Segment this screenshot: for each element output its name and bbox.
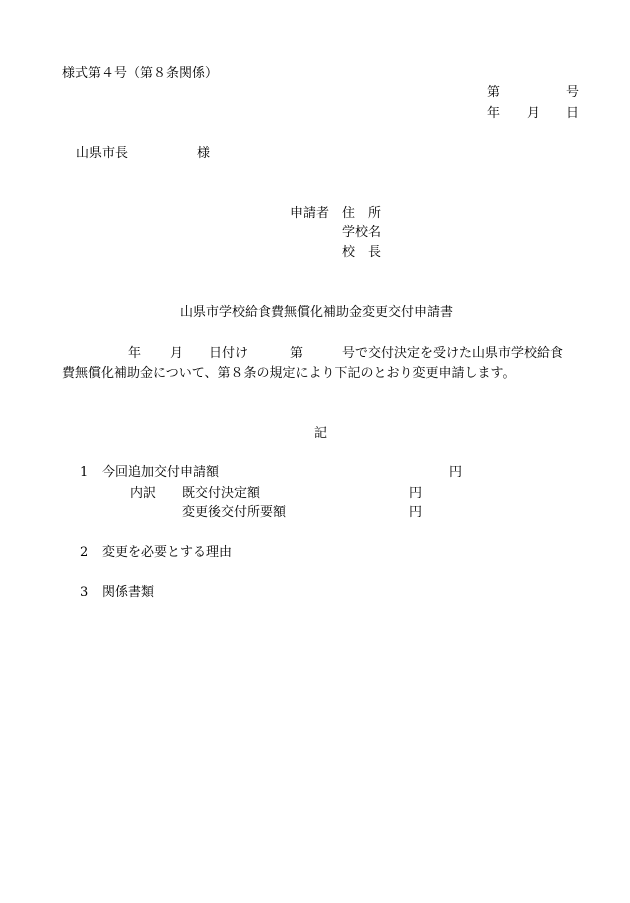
item1-sub1-label: 既交付決定額 xyxy=(182,486,261,501)
body-month: 月 xyxy=(170,346,184,361)
item2-label: 変更を必要とする理由 xyxy=(102,545,233,560)
body-line1-rest: 号で交付決定を受けた山県市学校給食 xyxy=(342,346,564,361)
form-label: 様式第４号（第８条関係） xyxy=(62,66,219,81)
ki-heading: 記 xyxy=(314,426,328,441)
doc-number-prefix: 第 xyxy=(487,85,501,100)
doc-date-year: 年 xyxy=(487,106,501,121)
body-dated: 日付け xyxy=(209,346,249,361)
body-number-prefix: 第 xyxy=(290,346,304,361)
applicant-label: 申請者 xyxy=(290,206,330,221)
addressee-name: 山県市長 xyxy=(76,146,129,161)
body-year: 年 xyxy=(128,346,142,361)
item1-sub1-yen: 円 xyxy=(409,486,423,501)
item1-sub2-label: 変更後交付所要額 xyxy=(182,505,287,520)
item2-number: 2 xyxy=(80,545,89,560)
item1-yen: 円 xyxy=(449,465,463,480)
doc-date-month: 月 xyxy=(527,106,541,121)
applicant-address-label: 住 所 xyxy=(342,206,382,221)
document-title: 山県市学校給食費無償化補助金変更交付申請書 xyxy=(180,305,454,320)
item1-number: 1 xyxy=(80,465,89,480)
applicant-school-label: 学校名 xyxy=(342,225,382,240)
doc-date-day: 日 xyxy=(566,106,580,121)
item3-number: 3 xyxy=(80,585,89,600)
applicant-principal-label: 校 長 xyxy=(342,245,382,260)
addressee-honorific: 様 xyxy=(197,146,211,161)
body-line2: 費無償化補助金について、第８条の規定により下記のとおり変更申請します。 xyxy=(62,366,516,381)
item1-label: 今回追加交付申請額 xyxy=(102,465,220,480)
item1-sub2-yen: 円 xyxy=(409,505,423,520)
item3-label: 関係書類 xyxy=(102,585,155,600)
doc-number-suffix: 号 xyxy=(566,85,580,100)
item1-breakdown-label: 内訳 xyxy=(130,486,157,501)
